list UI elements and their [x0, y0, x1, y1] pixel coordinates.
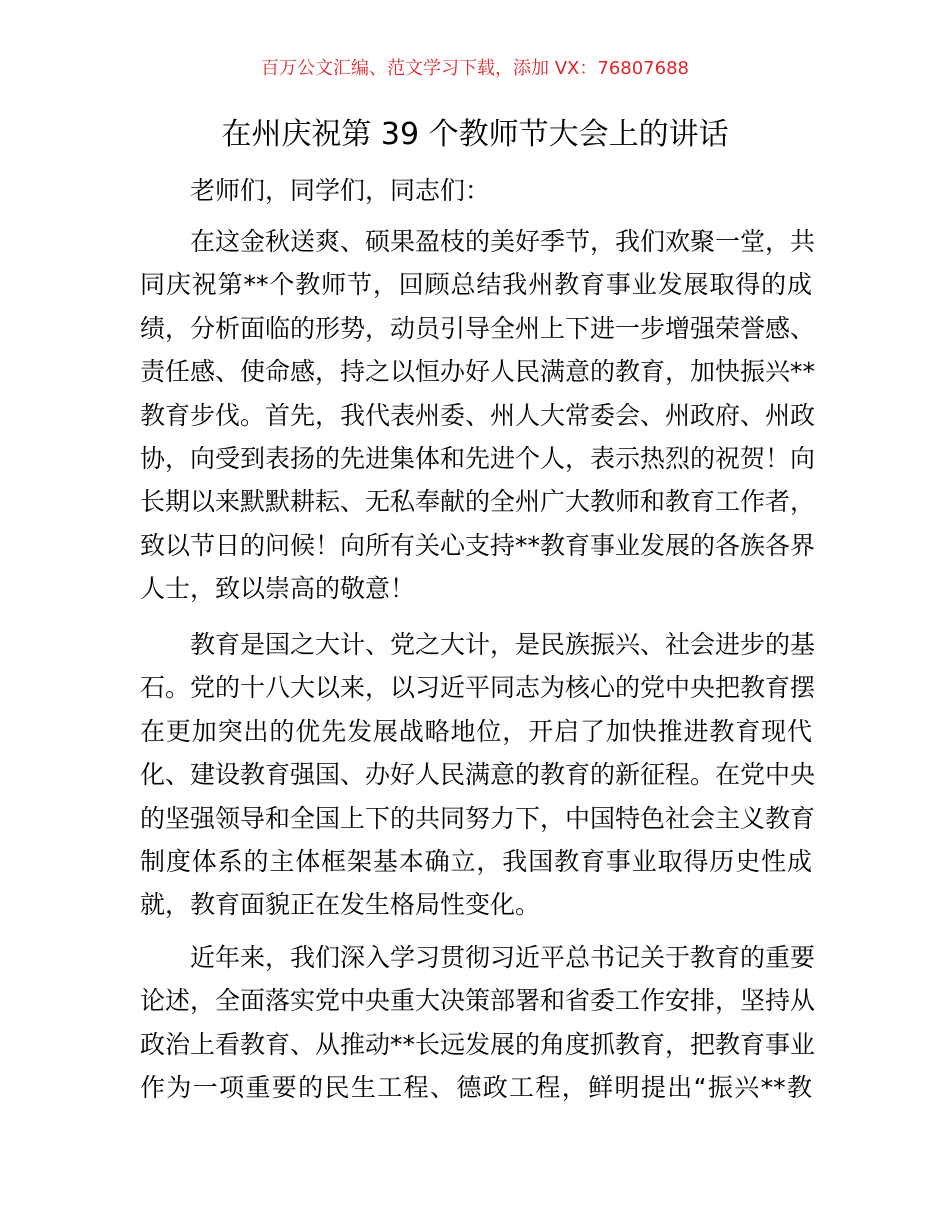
- text-line: 在更加突出的优先发展战略地位，开启了加快推进教育现代: [140, 716, 812, 746]
- paragraph-2: [140, 623, 816, 927]
- text-line: 化、建设教育强国、办好人民满意的教育的新征程。在党中央: [140, 760, 816, 790]
- text-line: 政治上看教育、从推动**长远发展的角度抓教育，把教育事业: [140, 1029, 816, 1059]
- text-line: 教育是国之大计、党之大计，是民族振兴、社会进步的基: [190, 630, 816, 659]
- paragraph-1: [140, 220, 816, 611]
- text-line: 长期以来默默耕耘、无私奉献的全州广大教师和教育工作者，: [140, 487, 816, 517]
- text-line: 近年来，我们深入学习贯彻习近平总书记关于教育的重要: [190, 943, 816, 972]
- text-line: 人士，致以崇高的敬意！: [140, 574, 416, 604]
- text-line: 同庆祝第**个教师节，回顾总结我州教育事业发展取得的成: [140, 270, 812, 300]
- text-line: 的坚强领导和全国上下的共同努力下，中国特色社会主义教育: [140, 803, 816, 833]
- text-line: 教育步伐。首先，我代表州委、州人大常委会、州政府、州政: [140, 400, 816, 430]
- text-line: 作为一项重要的民生工程、德政工程，鲜明提出“振兴**教: [140, 1073, 812, 1103]
- text-line: 论述，全面落实党中央重大决策部署和省委工作安排，坚持从: [140, 986, 816, 1016]
- text-line: 石。党的十八大以来，以习近平同志为核心的党中央把教育摆: [140, 673, 816, 703]
- text-line: 绩，分析面临的形势，动员引导全州上下进一步增强荣誉感、: [140, 313, 816, 343]
- greeting: 老师们，同学们，同志们：: [190, 176, 491, 205]
- text-line: 协，向受到表扬的先进集体和先进个人，表示热烈的祝贺！向: [140, 443, 816, 473]
- text-line: 制度体系的主体框架基本确立，我国教育事业取得历史性成: [140, 846, 812, 876]
- promo-header: 百万公文汇编、范文学习下载，添加 VX：76807688: [261, 58, 689, 79]
- text-line: 就，教育面貌正在发生格局性变化。: [140, 890, 541, 920]
- paragraph-3: [140, 936, 816, 1110]
- text-line: 在这金秋送爽、硕果盈枝的美好季节，我们欢聚一堂，共: [190, 227, 816, 256]
- text-line: 责任感、使命感，持之以恒办好人民满意的教育，加快振兴**: [140, 357, 816, 387]
- text-line: 致以节日的问候！向所有关心支持**教育事业发展的各族各界: [140, 530, 816, 560]
- document-title: 在州庆祝第 39 个教师节大会上的讲话: [221, 117, 729, 152]
